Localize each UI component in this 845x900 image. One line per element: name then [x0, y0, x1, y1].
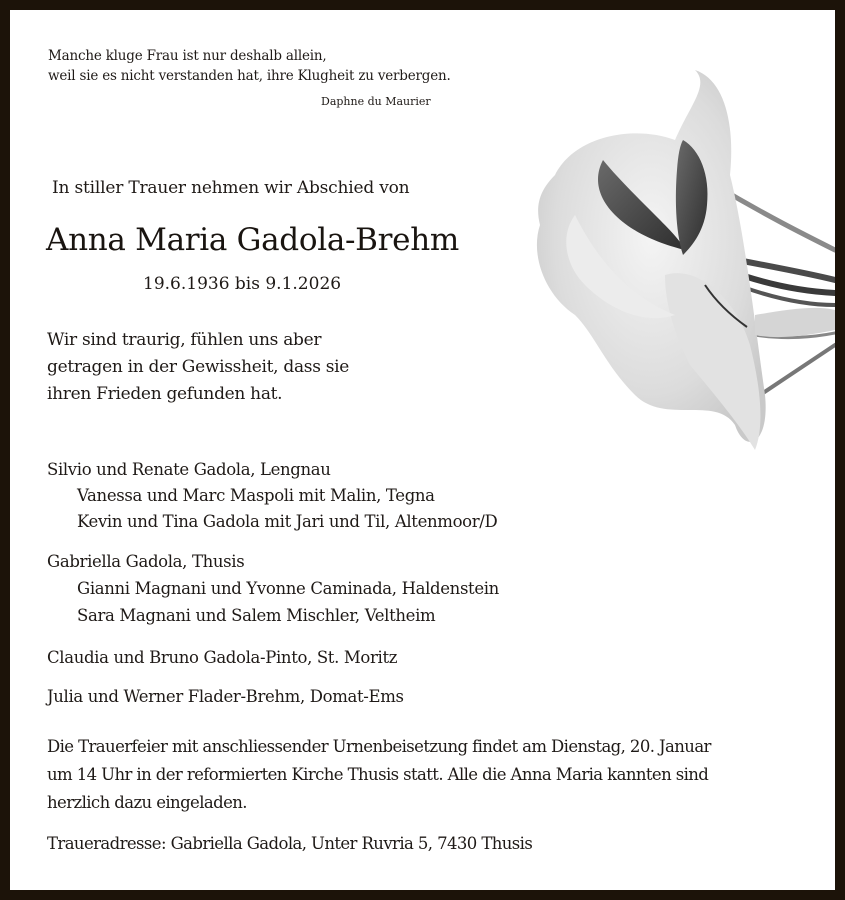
mourner-sub: Vanessa und Marc Maspoli mit Malin, Tegna — [77, 486, 435, 505]
mourner-sub: Gianni Magnani und Yvonne Caminada, Haldenstein — [77, 579, 499, 598]
mourner-main: Claudia und Bruno Gadola-Pinto, St. Moritz — [47, 648, 398, 667]
service-line: um 14 Uhr in der reformierten Kirche Thusis statt. Alle die Anna Maria kannten sind — [47, 765, 709, 784]
obituary-notice — [10, 10, 835, 890]
mourner-main: Julia und Werner Flader-Brehm, Domat-Ems — [47, 687, 404, 706]
quote-line: Manche kluge Frau ist nur deshalb allein, — [48, 48, 327, 64]
life-dates: 19.6.1936 bis 9.1.2026 — [143, 274, 342, 294]
mourning-address: Traueradresse: Gabriella Gadola, Unter Ruvria 5, 7430 Thusis — [47, 834, 533, 853]
service-line: Die Trauerfeier mit anschliessender Urnenbeisetzung findet am Dienstag, 20. Januar — [47, 737, 711, 756]
message-line: Wir sind traurig, fühlen uns aber — [47, 330, 322, 350]
mourner-main: Silvio und Renate Gadola, Lengnau — [47, 460, 331, 479]
service-line: herzlich dazu eingeladen. — [47, 793, 247, 812]
mourner-sub: Kevin und Tina Gadola mit Jari und Til, Altenmoor/D — [77, 512, 498, 531]
deceased-name: Anna Maria Gadola-Brehm — [46, 222, 459, 258]
intro-text: In stiller Trauer nehmen wir Abschied von — [52, 178, 410, 198]
mourner-sub: Sara Magnani und Salem Mischler, Veltheim — [77, 606, 436, 625]
rose-image — [515, 65, 835, 465]
quote-author: Daphne du Maurier — [321, 95, 431, 108]
message-line: ihren Frieden gefunden hat. — [47, 384, 283, 404]
quote-line: weil sie es nicht verstanden hat, ihre Klugheit zu verbergen. — [48, 68, 451, 84]
mourner-main: Gabriella Gadola, Thusis — [47, 552, 245, 571]
rose-petals — [537, 70, 835, 450]
message-line: getragen in der Gewissheit, dass sie — [47, 357, 350, 377]
